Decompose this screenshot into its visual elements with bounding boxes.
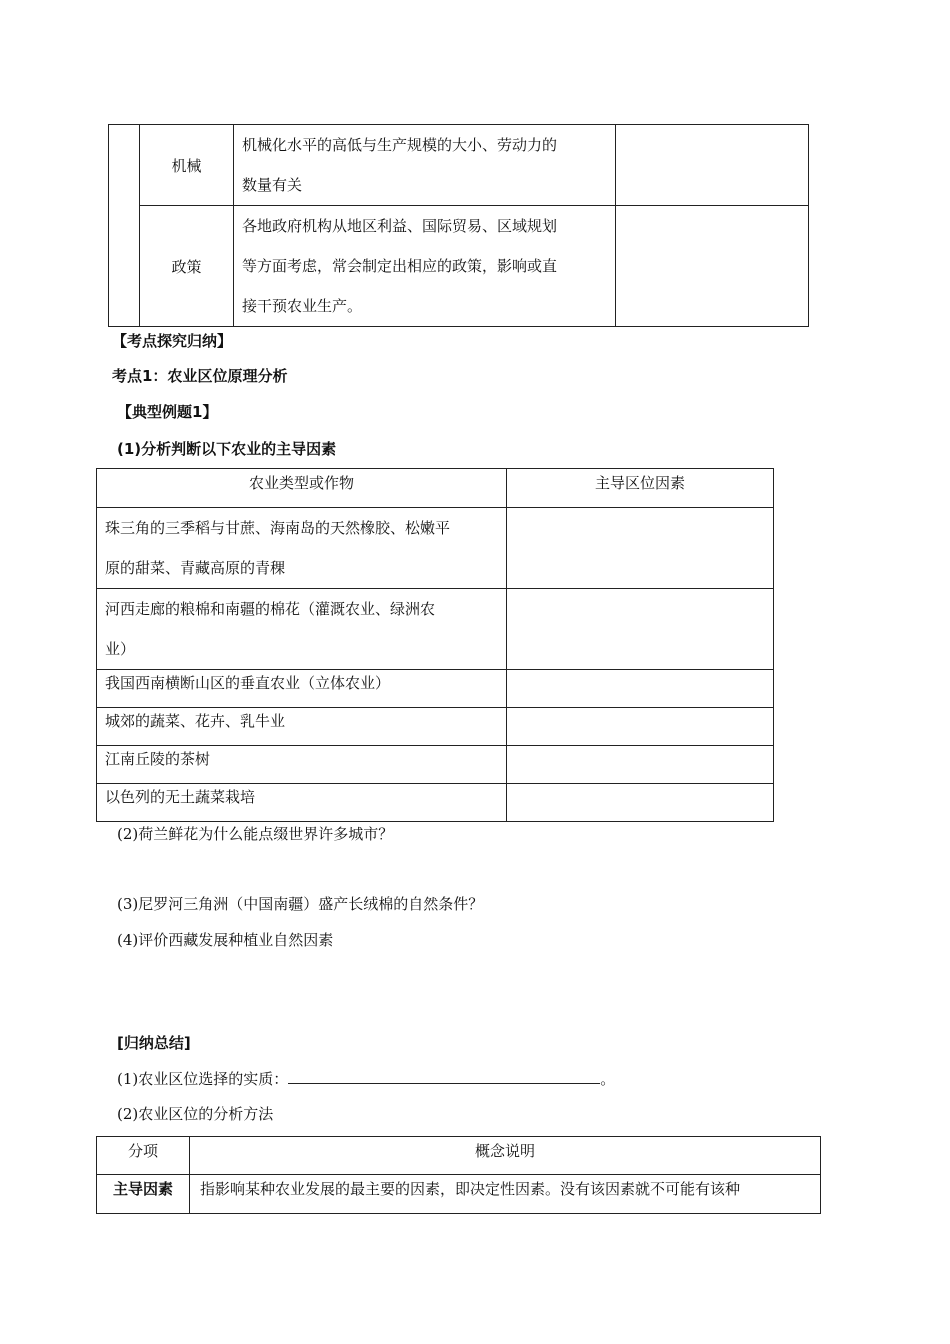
top-factor-table [108,124,809,327]
desc-line: 接干预农业生产。 [242,297,363,315]
crop-cell [97,589,507,670]
table-row [97,1175,821,1214]
crop-cell [97,508,507,589]
desc-line: 各地政府机构从地区利益、国际贸易、区域规划 [242,217,558,235]
crop-line: 珠三角的三季稻与甘蔗、海南岛的天然橡胶、松嫩平 [105,519,451,537]
crop-line: 城郊的蔬菜、花卉、乳牛业 [105,712,286,730]
summary-item-2: (2)农业区位的分析方法 [117,1105,274,1123]
summary-1-suffix: 。 [600,1070,616,1088]
example-title: 【典型例题1】 [117,403,218,421]
summary-item-1 [117,1068,615,1089]
answer-cell[interactable] [616,125,809,206]
header-item: 分项 [97,1137,190,1175]
table-header-row [97,1137,821,1175]
table-row [97,784,774,822]
answer-cell[interactable] [507,784,774,822]
table-row [97,746,774,784]
q1-table [96,468,774,822]
answer-cell[interactable] [507,589,774,670]
fill-in-blank[interactable] [288,1069,600,1084]
answer-cell[interactable] [507,670,774,708]
summary-title: [归纳总结] [117,1034,191,1052]
concept-table [96,1136,821,1214]
answer-cell[interactable] [507,708,774,746]
crop-cell [97,670,507,708]
crop-line: 河西走廊的粮棉和南疆的棉花（灌溉农业、绿洲农 [105,600,436,618]
table-row [97,708,774,746]
factor-label: 机械 [171,156,202,175]
desc-line: 机械化水平的高低与生产规模的大小、劳动力的 [242,136,558,154]
factor-label: 政策 [171,257,202,276]
factor-cell [140,125,234,206]
crop-line: 业） [105,640,136,658]
crop-line: 江南丘陵的茶树 [105,750,211,768]
question-2: (2)荷兰鲜花为什么能点缀世界许多城市？ [117,825,394,843]
header-dominant-factor: 主导区位因素 [507,469,774,508]
description-cell [234,125,616,206]
answer-cell[interactable] [507,508,774,589]
question-3: (3)尼罗河三角洲（中国南疆）盛产长绒棉的自然条件？ [117,895,484,913]
kaodian-title: 考点1：农业区位原理分析 [112,367,288,385]
section-title: 【考点探究归纳】 [112,332,233,350]
crop-line: 我国西南横断山区的垂直农业（立体农业） [105,674,391,692]
crop-line: 原的甜菜、青藏高原的青稞 [105,559,286,577]
answer-cell[interactable] [507,746,774,784]
description-cell [234,206,616,327]
concept-desc-cell: 指影响某种农业发展的最主要的因素，即决定性因素。没有该因素就不可能有该种 [190,1175,821,1214]
desc-line: 等方面考虑，常会制定出相应的政策，影响或直 [242,257,558,275]
question-4: (4)评价西藏发展种植业自然因素 [117,931,334,949]
table-row [97,670,774,708]
crop-cell [97,746,507,784]
answer-cell[interactable] [616,206,809,327]
table-header-row [97,469,774,508]
table-row [109,125,809,206]
factor-cell [140,206,234,327]
header-crop-type: 农业类型或作物 [97,469,507,508]
table-row [97,589,774,670]
table-row [109,206,809,327]
summary-1-label: (1)农业区位选择的实质： [117,1070,289,1088]
merged-category-cell [109,125,140,327]
term-cell: 主导因素 [97,1175,190,1214]
desc-line: 数量有关 [242,176,303,194]
question-1: (1)分析判断以下农业的主导因素 [117,440,337,458]
header-concept: 概念说明 [190,1137,821,1175]
crop-line: 以色列的无土蔬菜栽培 [105,788,256,806]
crop-cell [97,708,507,746]
table-row [97,508,774,589]
crop-cell [97,784,507,822]
